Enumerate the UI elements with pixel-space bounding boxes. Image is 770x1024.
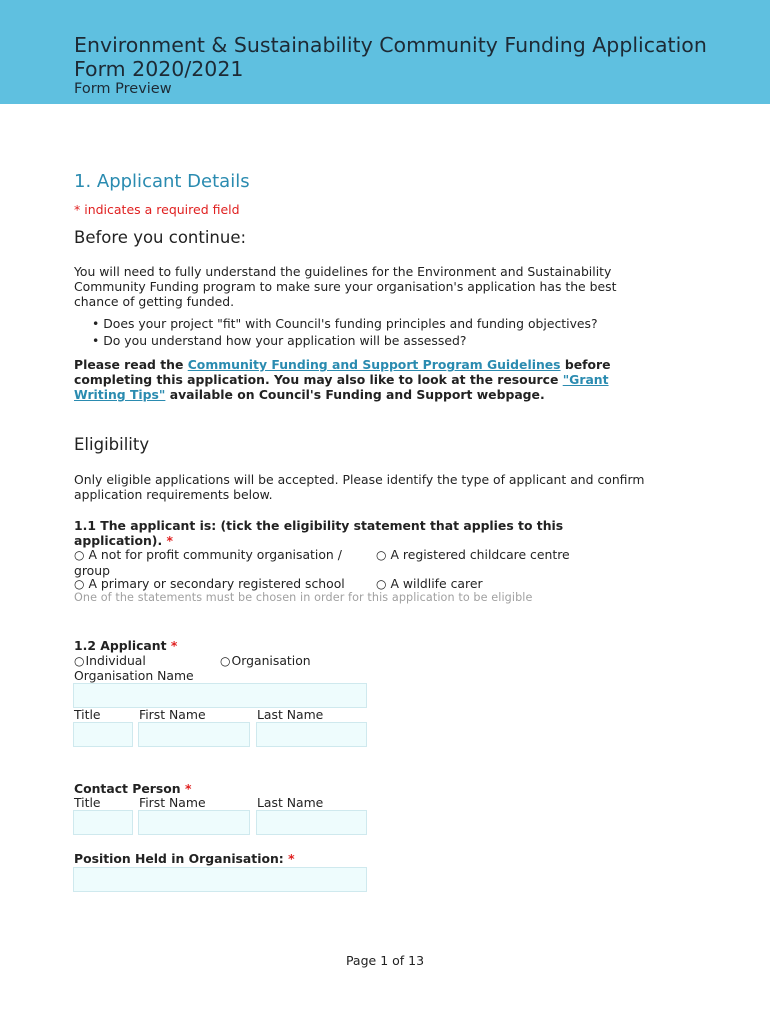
org-name-input[interactable] (73, 683, 367, 708)
contact-person-label (74, 781, 191, 796)
title-label: Title (74, 707, 101, 722)
first-name-label: First Name (139, 795, 206, 810)
eligibility-option[interactable] (376, 547, 570, 563)
required-field-note: * indicates a required field (74, 202, 240, 217)
radio-icon[interactable]: ○ (74, 548, 85, 562)
option-label: Organisation (231, 653, 311, 668)
guidelines-prefix: Please read the (74, 357, 188, 372)
required-star: * (170, 638, 178, 653)
position-label (74, 851, 295, 866)
last-name-label: Last Name (257, 795, 324, 810)
eligibility-hint: One of the statements must be chosen in order for this application to be eligible (74, 591, 533, 604)
guidelines-suffix: available on Council's Funding and Support webpage. (165, 387, 545, 402)
radio-icon[interactable]: ○ (376, 548, 387, 562)
radio-icon[interactable]: ○ (74, 654, 85, 668)
bullet-item: • Do you understand how your application will be assessed? (92, 332, 598, 349)
form-title: Environment & Sustainability Community Funding Application Form 2020/2021 (74, 33, 707, 81)
header-banner (0, 0, 770, 104)
option-label: A wildlife carer (390, 576, 483, 591)
grant-writing-tips-link[interactable]: "Grant Writing Tips" (74, 372, 609, 402)
contact-first-name-input[interactable] (138, 810, 250, 835)
applicant-label-text: 1.2 Applicant (74, 638, 167, 653)
org-name-label: Organisation Name (74, 668, 194, 683)
last-name-label: Last Name (257, 707, 324, 722)
radio-icon[interactable]: ○ (376, 577, 387, 591)
form-subtitle: Form Preview (74, 81, 172, 97)
radio-icon[interactable]: ○ (74, 577, 85, 591)
section-title: 1. Applicant Details (74, 171, 250, 192)
guidelines-middle: before completing this application. You may also like to look at the resource (74, 357, 611, 387)
position-label-text: Position Held in Organisation: (74, 851, 284, 866)
required-star: * (184, 781, 192, 796)
before-heading: Before you continue: (74, 228, 247, 247)
eligibility-question-text: 1.1 The applicant is: (tick the eligibility statement that applies to this application). (74, 518, 564, 548)
contact-last-name-input[interactable] (256, 810, 367, 835)
option-label: A not for profit community organisation / group (74, 547, 342, 578)
title-label: Title (74, 795, 101, 810)
applicant-title-input[interactable] (73, 722, 133, 747)
before-intro: You will need to fully understand the guidelines for the Environment and Sustainability Community Funding program to make sure your organisation's application has the best chance of getting funded. (74, 264, 617, 309)
contact-person-label-text: Contact Person (74, 781, 181, 796)
required-star: * (166, 533, 173, 548)
contact-title-input[interactable] (73, 810, 133, 835)
eligibility-question (74, 518, 604, 548)
eligibility-option[interactable] (74, 576, 345, 592)
radio-icon[interactable]: ○ (220, 654, 231, 668)
before-bullet-list (92, 315, 598, 349)
eligibility-option[interactable] (376, 576, 483, 592)
required-star: * (288, 851, 295, 866)
position-input[interactable] (73, 867, 367, 892)
option-label: Individual (85, 653, 146, 668)
applicant-option-individual[interactable] (74, 653, 146, 669)
guidelines-notice (74, 357, 654, 402)
bullet-item: • Does your project "fit" with Council's funding principles and funding objectives? (92, 315, 598, 332)
eligibility-intro: Only eligible applications will be accepted. Please identify the type of applicant and confirm application requirements below. (74, 472, 645, 502)
guidelines-link[interactable]: Community Funding and Support Program Guidelines (187, 357, 561, 372)
eligibility-heading: Eligibility (74, 435, 150, 454)
applicant-label (74, 638, 177, 653)
page-number: Page 1 of 13 (345, 953, 425, 968)
applicant-option-organisation[interactable] (220, 653, 311, 669)
applicant-first-name-input[interactable] (138, 722, 250, 747)
option-label: A registered childcare centre (390, 547, 570, 562)
applicant-last-name-input[interactable] (256, 722, 367, 747)
option-label: A primary or secondary registered school (88, 576, 345, 591)
eligibility-option[interactable] (74, 547, 369, 578)
first-name-label: First Name (139, 707, 206, 722)
